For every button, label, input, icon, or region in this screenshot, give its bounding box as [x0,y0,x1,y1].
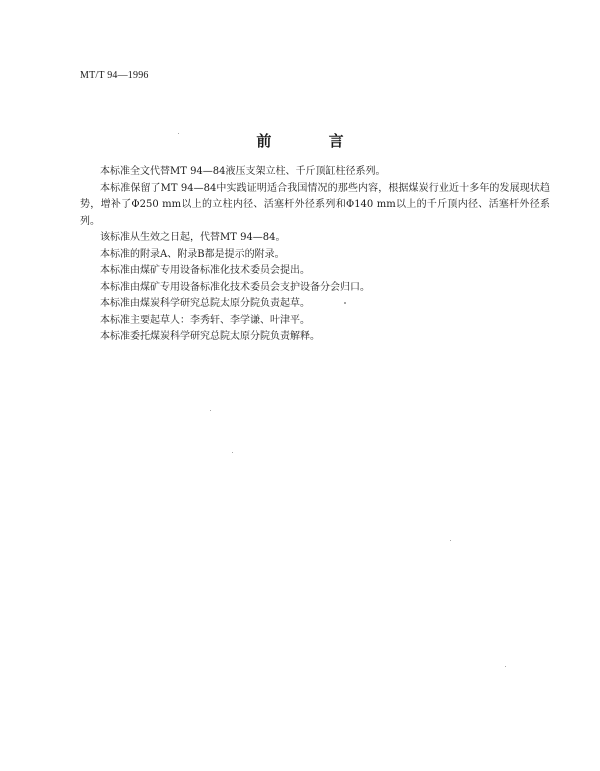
standard-code: MT/T 94—1996 [80,70,149,81]
paragraph-6: 本标准由煤矿专用设备标准化技术委员会支护设备分会归口。 [100,281,370,293]
paragraph-8: 本标准主要起草人：李秀轩、李学谦、叶津平。 [100,314,310,326]
scan-speck [210,410,211,411]
scan-speck [178,133,179,134]
foreword-body [80,164,550,346]
paragraph-2: 本标准保留了MT 94—84中实践证明适合我国情况的那些内容，根据煤炭行业近十多年的发展现状趋势，增补了Φ250 mm以上的立柱内径、活塞杆外径系列和Φ140 mm以上的千斤顶内径、活塞杆外径系列。 [80,182,550,227]
paragraph-9: 本标准委托煤炭科学研究总院太原分院负责解释。 [100,331,320,342]
scan-speck [232,452,233,453]
page-title: 前 言 [256,132,370,150]
paragraph-5: 本标准由煤矿专用设备标准化技术委员会提出。 [100,265,310,276]
paragraph-1: 本标准全文代替MT 94—84液压支架立柱、千斤顶缸柱径系列。 [100,166,386,177]
scan-speck [505,666,506,667]
paragraph-7: 本标准由煤炭科学研究总院太原分院负责起草。 [100,298,310,309]
paragraph-4: 本标准的附录A、附录B都是提示的附录。 [100,248,285,260]
paragraph-3: 该标准从生效之日起，代替MT 94—84。 [100,232,286,243]
scan-speck [344,302,346,304]
scan-speck [450,540,451,541]
